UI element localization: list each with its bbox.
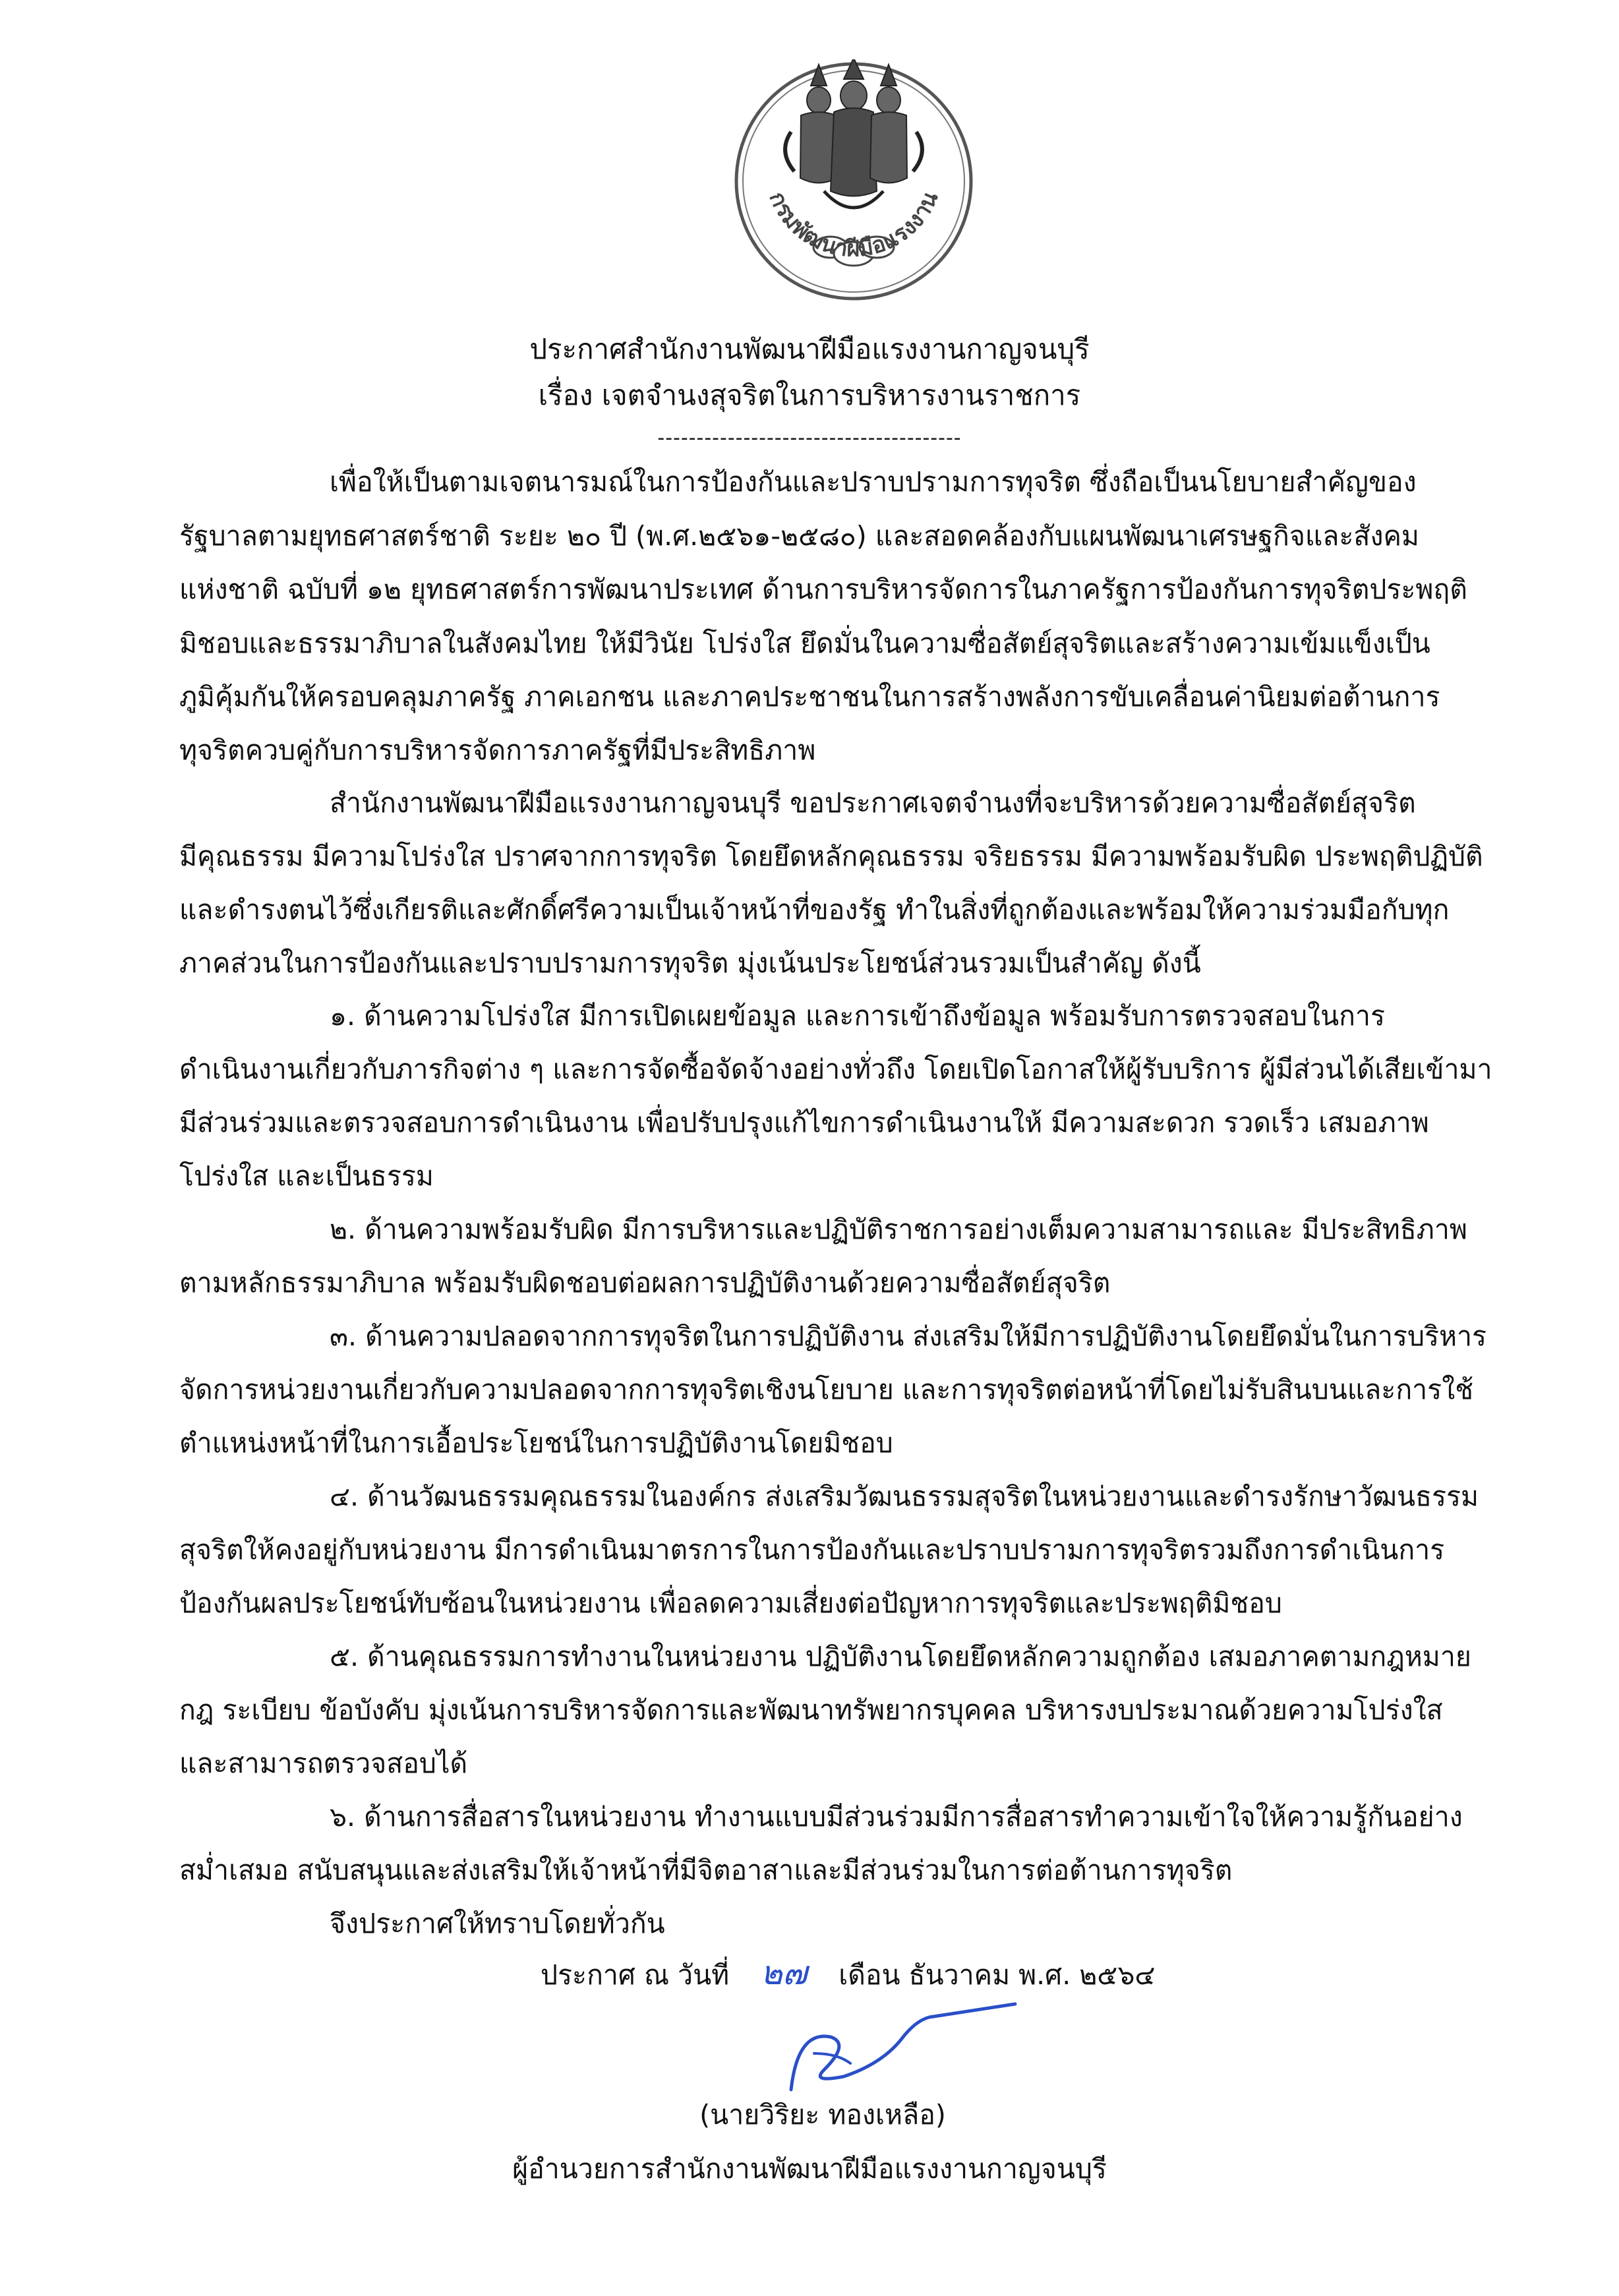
text-line: ๔. ด้านวัฒนธรรมคุณธรรมในองค์กร ส่งเสริมวัฒนธรรมสุจริตในหน่วยงานและดำรงรักษาวัฒนธรรม (330, 1481, 1479, 1512)
text-line: มีคุณธรรม มีความโปร่งใส ปราศจากการทุจริต โดยยึดหลักคุณธรรม จริยธรรม มีความพร้อมรับผิด ประพฤติปฏิบัติ (179, 840, 1483, 872)
text-line: แห่งชาติ ฉบับที่ ๑๒ ยุทธศาสตร์การพัฒนาประเทศ ด้านการบริหารจัดการในภาครัฐการป้องกันการทุจริตประพฤติ (179, 574, 1467, 605)
text-line: ภาคส่วนในการป้องกันและปราบปรามการทุจริต มุ่งเน้นประโยชน์ส่วนรวมเป็นสำคัญ ดังนี้ (179, 947, 1201, 979)
date-month-year: เดือน ธันวาคม พ.ศ. ๒๕๖๔ (839, 1959, 1156, 1991)
closing-statement: จึงประกาศให้ทราบโดยทั่วกัน (330, 1908, 665, 1939)
text-line: รัฐบาลตามยุทธศาสตร์ชาติ ระยะ ๒๐ ปี (พ.ศ.๒๕๖๑-๒๕๘๐) และสอดคล้องกับแผนพัฒนาเศรษฐกิจและสังคม (179, 520, 1419, 552)
header-divider: --------------------------------------- (657, 427, 962, 450)
text-line: สม่ำเสมอ สนับสนุนและส่งเสริมให้เจ้าหน้าที่มีจิตอาสาและมีส่วนร่วมในการต่อต้านการทุจริต (179, 1854, 1233, 1886)
text-line: และสามารถตรวจสอบได้ (179, 1748, 468, 1779)
text-line: ทุจริตควบคู่กับการบริหารจัดการภาครัฐที่มีประสิทธิภาพ (179, 734, 816, 766)
handwritten-signature (751, 1991, 1028, 2103)
text-line: มีส่วนร่วมและตรวจสอบการดำเนินงาน เพื่อปรับปรุงแก้ไขการดำเนินงานให้ มีความสะดวก รวดเร็ว เสมอภาพ (179, 1107, 1429, 1138)
text-line: ตำแหน่งหน้าที่ในการเอื้อประโยชน์ในการปฏิบัติงานโดยมิชอบ (179, 1427, 893, 1459)
text-line: กฎ ระเบียบ ข้อบังคับ มุ่งเน้นการบริหารจัดการและพัฒนาทรัพยากรบุคคล บริหารงบประมาณด้วยความโปร่งใส (179, 1694, 1443, 1726)
department-seal (732, 59, 976, 303)
text-line: เพื่อให้เป็นตามเจตนารมณ์ในการป้องกันและปราบปรามการทุจริต ซึ่งถือเป็นนโยบายสำคัญของ (330, 466, 1417, 498)
document-title: ประกาศสำนักงานพัฒนาฝีมือแรงงานกาญจนบุรี (529, 333, 1090, 365)
text-line: ป้องกันผลประโยชน์ทับซ้อนในหน่วยงาน เพื่อลดความเสี่ยงต่อปัญหาการทุจริตและประพฤติมิชอบ (179, 1587, 1282, 1619)
text-line: ตามหลักธรรมาภิบาล พร้อมรับผิดชอบต่อผลการปฏิบัติงานด้วยความซื่อสัตย์สุจริต (179, 1267, 1111, 1299)
text-line: จัดการหน่วยงานเกี่ยวกับความปลอดจากการทุจริตเชิงนโยบาย และการทุจริตต่อหน้าที่โดยไม่รับสินบนและการใช้ (179, 1374, 1474, 1405)
date-prefix: ประกาศ ณ วันที่ (541, 1959, 730, 1991)
text-line: ๑. ด้านความโปร่งใส มีการเปิดเผยข้อมูล และการเข้าถึงข้อมูล พร้อมรับการตรวจสอบในการ (330, 1000, 1385, 1032)
text-line: มิชอบและธรรมาภิบาลในสังคมไทย ให้มีวินัย โปร่งใส ยึดมั่นในความซื่อสัตย์สุจริตและสร้างความเข้มแข็งเป็น (179, 628, 1430, 659)
seal-text: กรมพัฒนาฝีมือแรงงาน (763, 187, 944, 262)
text-line: ๕. ด้านคุณธรรมการทำงานในหน่วยงาน ปฏิบัติงานโดยยึดหลักความถูกต้อง เสมอภาคตามกฎหมาย (330, 1641, 1471, 1672)
text-line: สำนักงานพัฒนาฝีมือแรงงานกาญจนบุรี ขอประกาศเจตจำนงที่จะบริหารด้วยความซื่อสัตย์สุจริต (330, 787, 1416, 819)
text-line: และดำรงตนไว้ซึ่งเกียรติและศักดิ์ศรีความเป็นเจ้าหน้าที่ของรัฐ ทำในสิ่งที่ถูกต้องและพร้อมให้ความร่วมมือกับทุก (179, 894, 1450, 926)
signatory-title: ผู้อำนวยการสำนักงานพัฒนาฝีมือแรงงานกาญจนบุรี (512, 2153, 1107, 2185)
text-line: ๖. ด้านการสื่อสารในหน่วยงาน ทำงานแบบมีส่วนร่วมมีการสื่อสารทำความเข้าใจให้ความรู้กันอย่าง (330, 1801, 1463, 1833)
text-line: ดำเนินงานเกี่ยวกับภารกิจต่าง ๆ และการจัดซื้อจัดจ้างอย่างทั่วถึง โดยเปิดโอกาสให้ผู้รับบริการ ผู้มีส่วนได้เสียเข้ามา (179, 1053, 1492, 1085)
text-line: โปร่งใส และเป็นธรรม (179, 1160, 434, 1192)
text-line: ภูมิคุ้มกันให้ครอบคลุมภาครัฐ ภาคเอกชน และภาคประชาชนในการสร้างพลังการขับเคลื่อนค่านิยมต่อต้านการ (179, 681, 1440, 713)
handwritten-day: ๒๗ (760, 1954, 808, 1992)
text-line: ๒. ด้านความพร้อมรับผิด มีการบริหารและปฏิบัติราชการอย่างเต็มความสามารถและ มีประสิทธิภาพ (330, 1214, 1467, 1245)
signatory-name: (นายวิริยะ ทองเหลือ) (699, 2099, 946, 2131)
text-line: ๓. ด้านความปลอดจากการทุจริตในการปฏิบัติงาน ส่งเสริมให้มีการปฏิบัติงานโดยยึดมั่นในการบริหาร (330, 1320, 1487, 1352)
text-line: สุจริตให้คงอยู่กับหน่วยงาน มีการดำเนินมาตรการในการป้องกันและปราบปรามการทุจริตรวมถึงการดำเนินการ (179, 1534, 1445, 1566)
document-subject: เรื่อง เจตจำนงสุจริตในการบริหารงานราชการ (538, 379, 1081, 411)
